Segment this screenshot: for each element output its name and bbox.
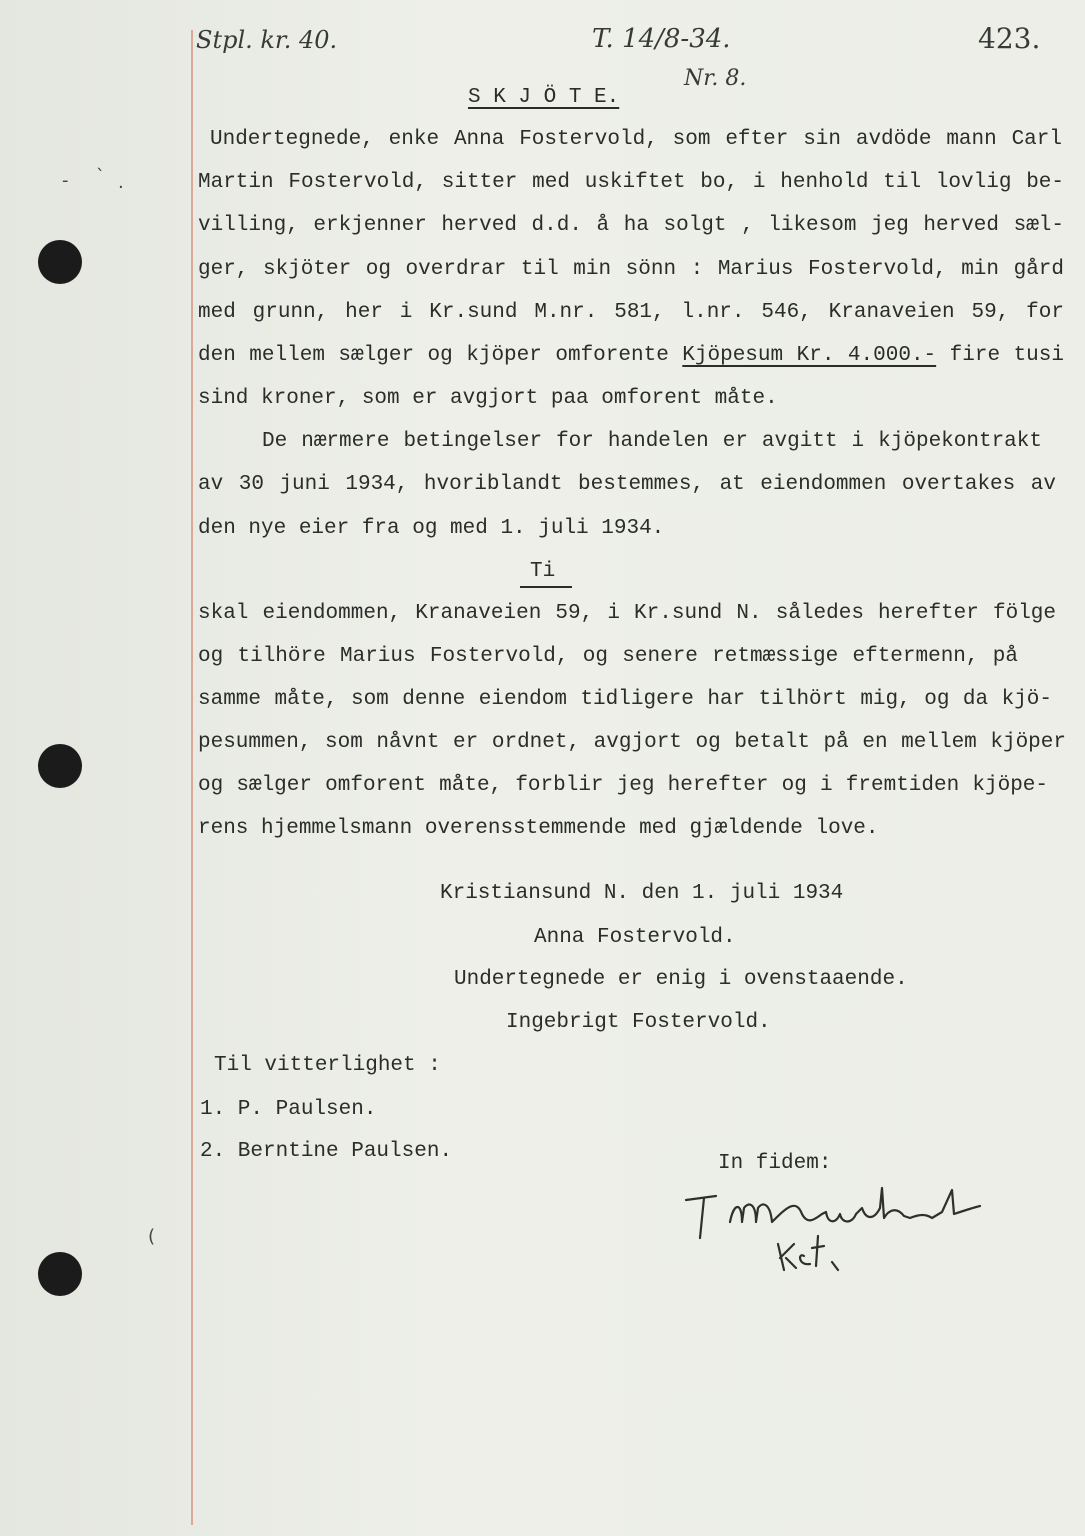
body-line: Martin Fostervold, sitter med uskiftet bo, i henhold til lovlig be- <box>198 171 1064 194</box>
body-line: sind kroner, som er avgjort paa omforent måte. <box>198 387 778 410</box>
handwritten-date: T. 14/8-34. <box>592 24 731 54</box>
body-line: skal eiendommen, Kranaveien 59, i Kr.sund N. således herefter fölge <box>198 602 1056 625</box>
body-line: og sælger omforent måte, forblir jeg herefter og i fremtiden kjöpe- <box>198 774 1048 797</box>
purchase-price: Kjöpesum Kr. 4.000.- <box>682 344 937 367</box>
punch-hole-middle <box>38 744 82 788</box>
body-line: pesummen, som nåvnt er ordnet, avgjort og betalt på en mellem kjöper <box>198 731 1066 754</box>
body-line: med grunn, her i Kr.sund M.nr. 581, l.nr. 546, Kranaveien 59, for <box>198 301 1064 324</box>
punch-hole-top <box>38 240 82 284</box>
ti-underline <box>520 586 572 588</box>
handwritten-reference: Stpl. kr. 40. <box>196 26 338 54</box>
in-fidem: In fidem: <box>718 1152 832 1175</box>
handwritten-entry-number: Nr. 8. <box>684 66 747 91</box>
body-line: villing, erkjenner herved d.d. å ha solgt , likesom jeg herved sæl- <box>198 214 1064 237</box>
consenter-name: Ingebrigt Fostervold. <box>506 1011 771 1034</box>
stray-mark: ` <box>96 166 105 187</box>
page-number: 423. <box>978 22 1041 55</box>
body-line: den nye eier fra og med 1. juli 1934. <box>198 517 665 540</box>
body-line: ger, skjöter og overdrar til min sönn : Marius Fostervold, min gård <box>198 258 1064 281</box>
ti-heading: Ti <box>530 560 556 583</box>
punch-hole-bottom <box>38 1252 82 1296</box>
body-line: Undertegnede, enke Anna Fostervold, som efter sin avdöde mann Carl <box>210 128 1062 151</box>
body-text: fire tusi <box>936 344 1064 367</box>
signature-drawing <box>676 1178 996 1278</box>
body-text: den mellem sælger og kjöper omforente <box>198 344 683 367</box>
body-line: og tilhöre Marius Fostervold, og senere retmæssige eftermenn, på <box>198 645 1018 668</box>
witness-1: 1. P. Paulsen. <box>200 1098 377 1121</box>
body-line: De nærmere betingelser for handelen er avgitt i kjöpekontrakt <box>262 430 1042 453</box>
place-and-date: Kristiansund N. den 1. juli 1934 <box>440 882 844 905</box>
body-line-price <box>198 344 1064 367</box>
official-signature <box>676 1178 996 1278</box>
stray-mark: - <box>62 170 69 191</box>
body-line: samme måte, som denne eiendom tidligere har tilhört mig, og da kjö- <box>198 688 1052 711</box>
body-line: av 30 juni 1934, hvoriblandt bestemmes, at eiendommen overtakes av <box>198 473 1056 496</box>
document-title: S K J Ö T E. <box>468 86 620 109</box>
body-line: rens hjemmelsmann overensstemmende med gjældende love. <box>198 817 879 840</box>
consent-statement: Undertegnede er enig i ovenstaaende. <box>454 968 908 991</box>
stray-mark: . <box>118 172 124 193</box>
witness-heading: Til vitterlighet : <box>214 1054 441 1077</box>
witness-2: 2. Berntine Paulsen. <box>200 1140 453 1163</box>
seller-name: Anna Fostervold. <box>534 926 736 949</box>
stray-mark: ( <box>148 1226 156 1247</box>
margin-rule <box>191 30 193 1525</box>
